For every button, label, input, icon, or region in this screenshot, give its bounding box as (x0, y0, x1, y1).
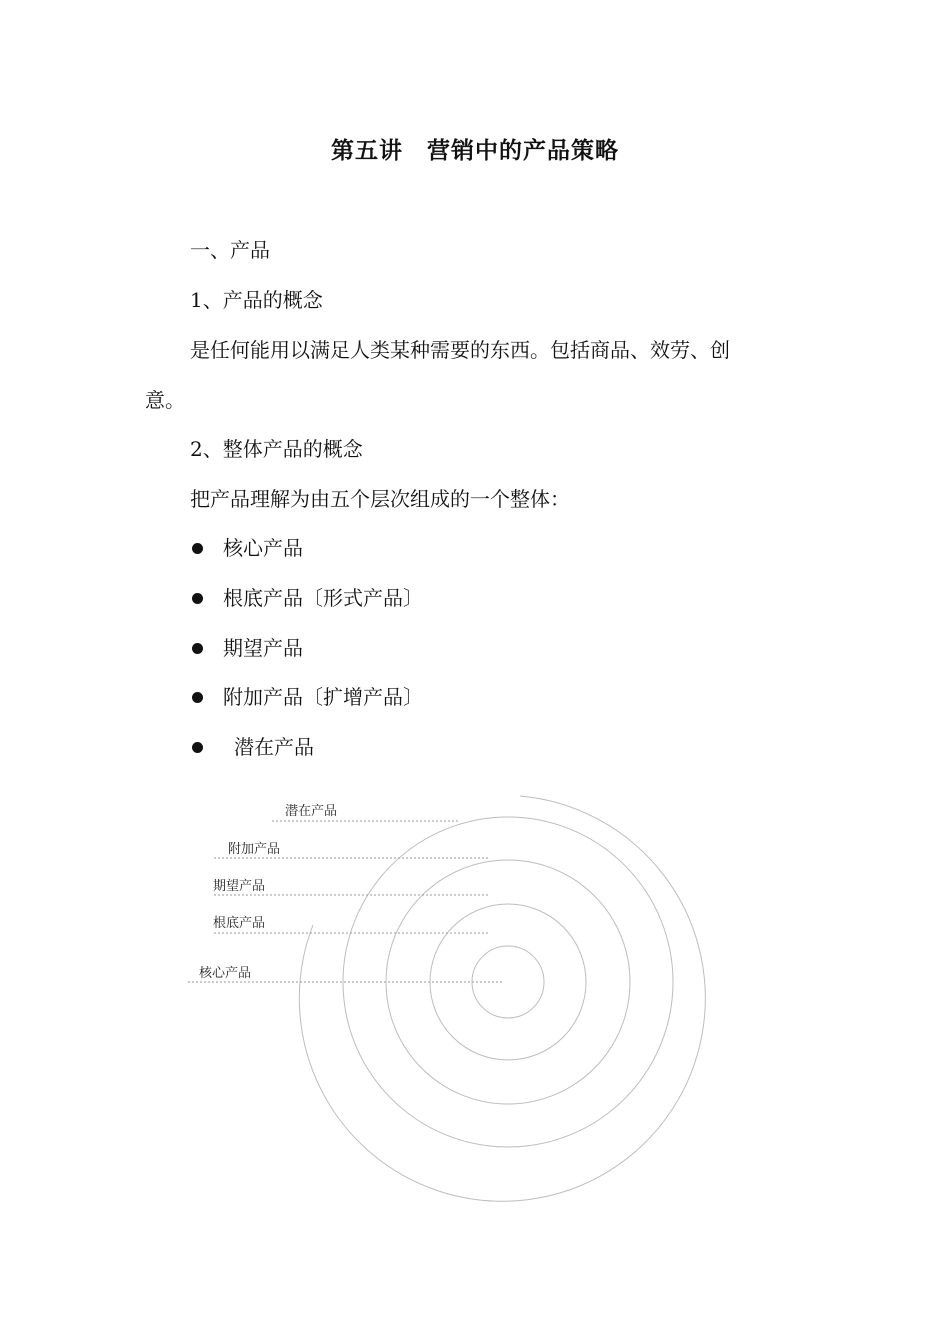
subsection-heading-1: 1、产品的概念 (190, 288, 323, 312)
subsection-heading-2: 2、整体产品的概念 (190, 437, 363, 461)
bullet-icon (192, 593, 203, 604)
paragraph-line-1: 是任何能用以满足人类某种需要的东西。包括商品、效劳、创 (190, 338, 730, 362)
label-basic: 根底产品 (213, 916, 266, 931)
bullet-icon (192, 692, 203, 703)
bullet-icon (192, 543, 203, 554)
bullet-icon (192, 643, 203, 654)
product-levels-diagram (0, 760, 950, 1220)
ring-expected (386, 860, 630, 1104)
list-item: 核心产品 (223, 536, 303, 560)
list-item: 期望产品 (223, 636, 303, 660)
ring-core (472, 946, 544, 1018)
list-item: 潜在产品 (234, 735, 314, 759)
list-item: 附加产品〔扩增产品〕 (223, 685, 423, 709)
label-expected: 期望产品 (213, 879, 266, 894)
section-heading: 一、产品 (190, 238, 270, 262)
intro-paragraph: 把产品理解为由五个层次组成的一个整体： (190, 487, 570, 511)
list-item: 根底产品〔形式产品〕 (223, 586, 423, 610)
ring-potential (299, 796, 705, 1201)
label-augmented: 附加产品 (228, 842, 281, 857)
bullet-icon (192, 742, 203, 753)
paragraph-line-2: 意。 (145, 388, 185, 412)
label-potential: 潜在产品 (285, 804, 338, 819)
page-title: 第五讲 营销中的产品策略 (331, 137, 619, 164)
label-core: 核心产品 (199, 966, 252, 981)
